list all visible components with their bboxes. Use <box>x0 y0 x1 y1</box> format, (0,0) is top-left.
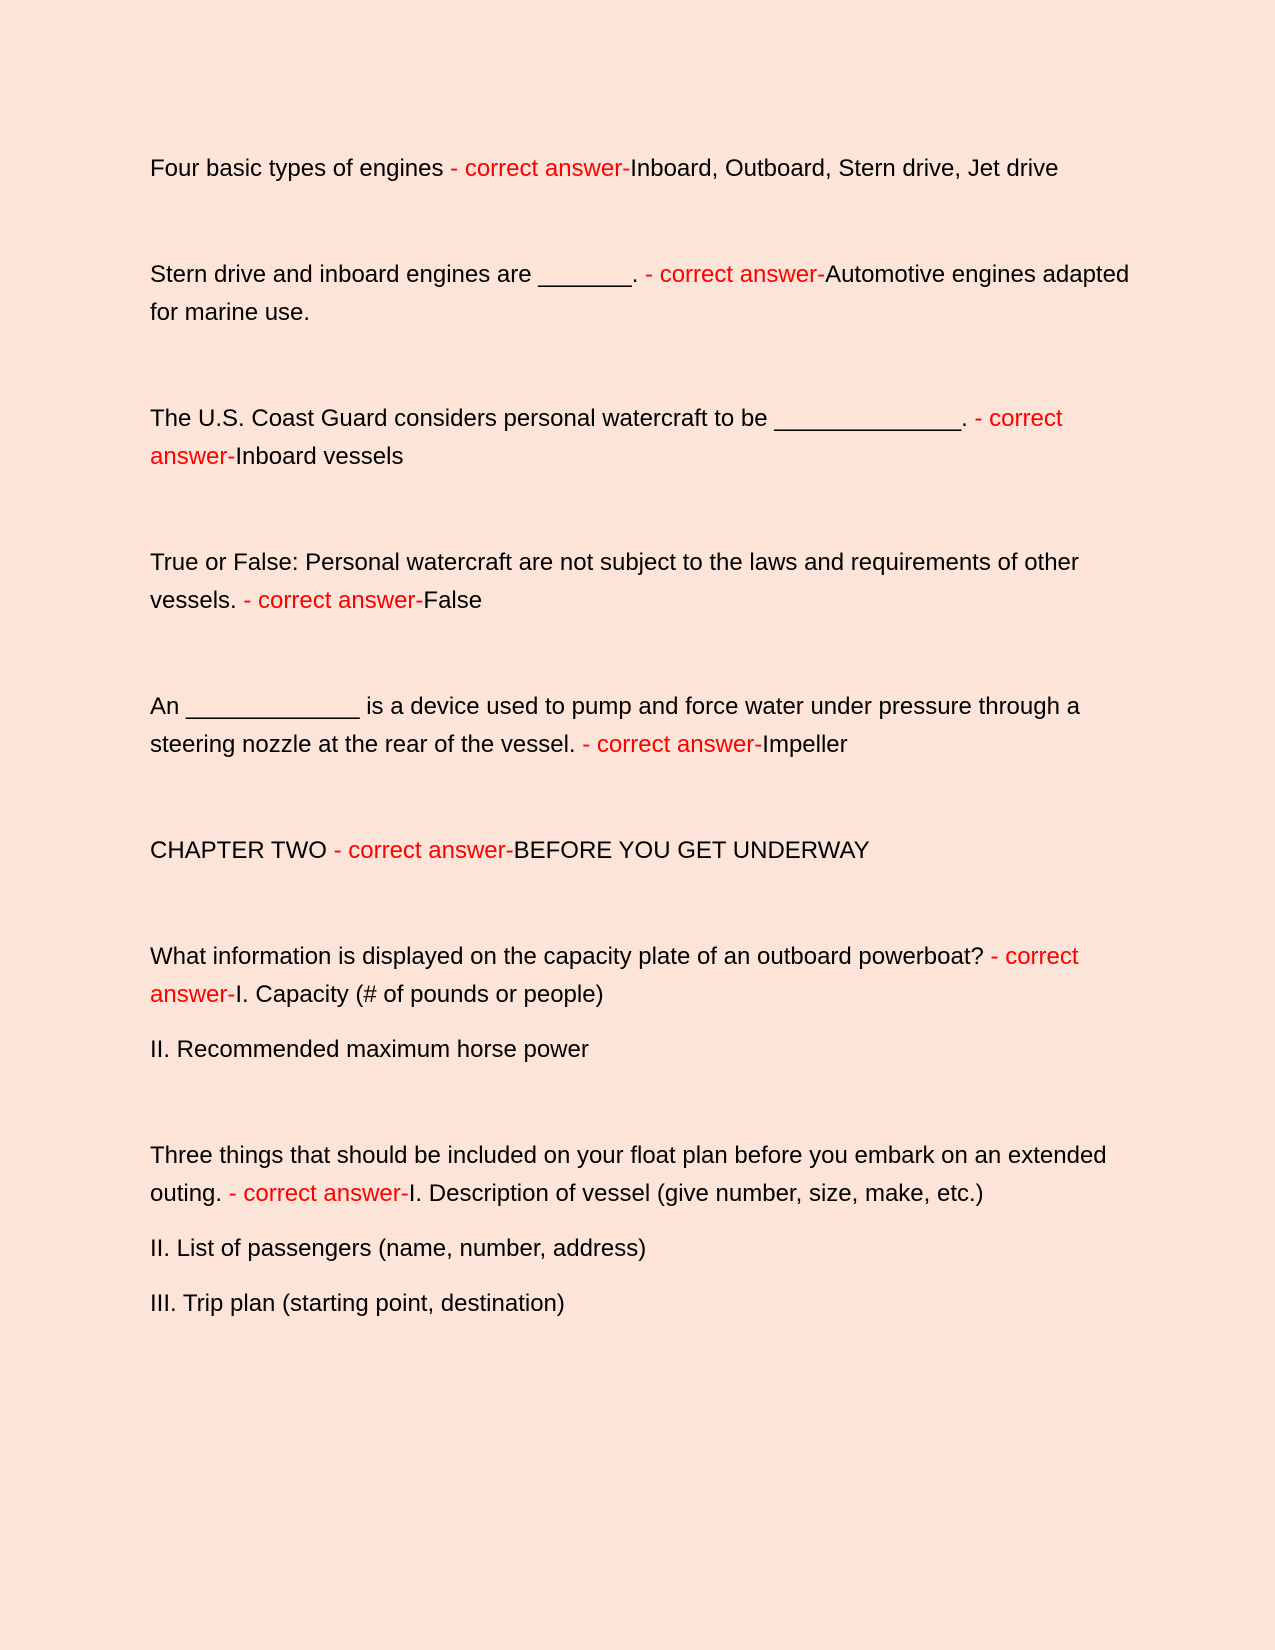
answer-marker: - correct answer- <box>638 261 826 288</box>
qa-item-stern-drive <box>150 256 1135 332</box>
answer-continuation: II. Recommended maximum horse power <box>150 1036 589 1063</box>
answer-text: BEFORE YOU GET UNDERWAY <box>513 837 870 864</box>
qa-line <box>150 688 1135 764</box>
answer-marker: - correct answer- <box>443 155 631 182</box>
answer-marker: - correct answer- <box>236 587 424 614</box>
qa-item-coast-guard <box>150 400 1135 476</box>
answer-text: Impeller <box>762 731 848 758</box>
answer-text: Automotive engines adapted for marine use. <box>150 261 1130 326</box>
qa-item-float-plan <box>150 1137 1135 1323</box>
qa-line <box>150 150 1135 188</box>
qa-item-true-false <box>150 544 1135 620</box>
qa-line <box>150 544 1135 620</box>
qa-item-engine-types <box>150 150 1135 188</box>
qa-item-capacity-plate <box>150 938 1135 1069</box>
answer-text: False <box>423 587 483 614</box>
answer-marker: - correct answer- <box>222 1180 409 1207</box>
answer-text: Inboard, Outboard, Stern drive, Jet drive <box>630 155 1059 182</box>
question-text: Stern drive and inboard engines are _______. <box>150 261 639 288</box>
qa-line <box>150 832 1135 870</box>
question-text: CHAPTER TWO <box>150 837 327 864</box>
qa-line <box>150 400 1135 476</box>
question-text: Four basic types of engines <box>150 155 444 182</box>
question-text: What information is displayed on the capacity plate of an outboard powerboat? <box>150 943 984 970</box>
answer-marker: - correct answer- <box>326 837 514 864</box>
qa-line <box>150 1137 1135 1213</box>
answer-text: I. Description of vessel (give number, size, make, etc.) <box>408 1180 984 1207</box>
qa-line <box>150 256 1135 332</box>
question-text: True or False: Personal watercraft are not subject to the laws and requirements of other vessels. <box>150 549 1079 614</box>
qa-item-chapter-two <box>150 832 1135 870</box>
qa-line <box>150 938 1135 1014</box>
question-text: Three things that should be included on your float plan before you embark on an extended outing. <box>150 1142 1107 1207</box>
answer-continuation: II. List of passengers (name, number, address) <box>150 1235 647 1262</box>
qa-item-impeller <box>150 688 1135 764</box>
question-text: The U.S. Coast Guard considers personal watercraft to be ______________. <box>150 405 968 432</box>
answer-marker: - correct answer- <box>150 405 1063 470</box>
question-text: An _____________ is a device used to pump and force water under pressure through a steering nozzle at the rear of the vessel. <box>150 693 1080 758</box>
answer-text: I. Capacity (# of pounds or people) <box>235 981 604 1008</box>
answer-marker: - correct answer- <box>575 731 763 758</box>
answer-text: Inboard vessels <box>235 443 404 470</box>
answer-marker: - correct answer- <box>150 943 1079 1008</box>
answer-continuation: III. Trip plan (starting point, destination) <box>150 1290 565 1317</box>
